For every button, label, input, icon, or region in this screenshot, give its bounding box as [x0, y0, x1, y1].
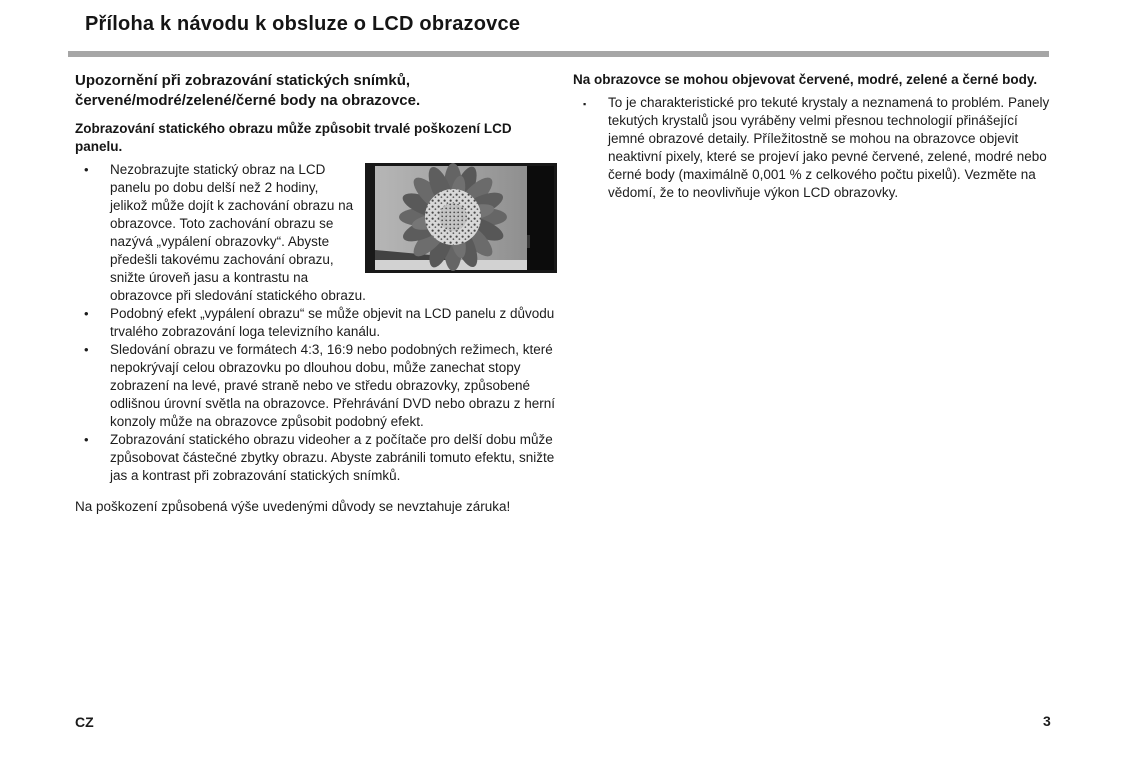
right-column — [573, 71, 1051, 202]
bullet-text: Zobrazování statického obrazu videoher a z počítače pro delší dobu může způsobovat částečné zbytky obrazu. Abyste zabránili tomuto efektu, snižte jas a kontrast při zobrazování statických snímků. — [110, 432, 555, 483]
bullet-dot-icon: • — [84, 432, 89, 447]
bullet-text: Sledování obrazu ve formátech 4:3, 16:9 nebo podobných režimech, které nepokrývají celou obrazovku po dlouhou dobu, může zanechat stopy zobrazení na levé, pravé straně nebo ve středu obrazovky, způsobené odlišnou úrovní světla na obrazovce. Přehrávání DVD nebo obrazu z herní konzoly může na obrazovce způsobit podobný efekt. — [110, 342, 556, 429]
list-item — [75, 431, 557, 485]
bullet-text: Podobný efekt „vypálení obrazu“ se může objevit na LCD panelu z důvodu trvalého zobrazování loga televizního kanálu. — [110, 306, 555, 339]
lcd-screen-sunflower-photo — [365, 163, 557, 273]
bullet-square-icon: ▪ — [583, 99, 587, 109]
bullet-text: To je charakteristické pro tekuté krystaly a neznamená to problém. Panely tekutých krystalů jsou vyráběny velmi přesnou technologií přinášející jemné obrazové detaily. Příležitostně se mohou na obrazovce objevit neaktivní pixely, které se projeví jako pevné červené, zelené, modré nebo černé body (maximálně 0,001 % z celkového počtu pixelů). Vezměte na vědomí, že to neovlivňuje výkon LCD obrazovky. — [608, 95, 1050, 200]
footer-language-code: CZ — [75, 714, 94, 730]
page-title: Příloha k návodu k obsluze o LCD obrazovce — [85, 13, 521, 35]
list-item — [75, 305, 557, 341]
list-item — [573, 94, 1051, 202]
left-column — [75, 71, 557, 516]
list-item — [75, 161, 557, 305]
bullet-dot-icon: • — [84, 162, 89, 177]
title-underline-rule — [68, 51, 1049, 57]
bullet-text: Nezobrazujte statický obraz na LCD panelu po dobu delší než 2 hodiny, jelikož může dojít k zachování obrazu na obrazovce. Toto zachování obrazu se nazývá „vypálení obrazovky“. Abyste předešli takovému zachování obrazu, snižte úroveň jasu a kontrastu na obrazovce při sledování statického obrazu. — [110, 162, 366, 303]
left-bullet-list — [75, 161, 557, 485]
bullet-dot-icon: • — [84, 306, 89, 321]
left-column-heading: Upozornění při zobrazování statických snímků, červené/modré/zelené/černé body na obrazovce. — [75, 72, 421, 109]
footer-page-number: 3 — [1043, 713, 1051, 729]
left-column-subheading: Zobrazování statického obrazu může způsobit trvalé poškození LCD panelu. — [75, 121, 512, 154]
right-column-heading: Na obrazovce se mohou objevovat červené, modré, zelené a černé body. — [573, 72, 1038, 87]
warranty-note: Na poškození způsobená výše uvedenými důvody se nevztahuje záruka! — [75, 499, 511, 514]
right-bullet-list — [573, 94, 1051, 202]
list-item — [75, 341, 557, 431]
bullet-dot-icon: • — [84, 342, 89, 357]
